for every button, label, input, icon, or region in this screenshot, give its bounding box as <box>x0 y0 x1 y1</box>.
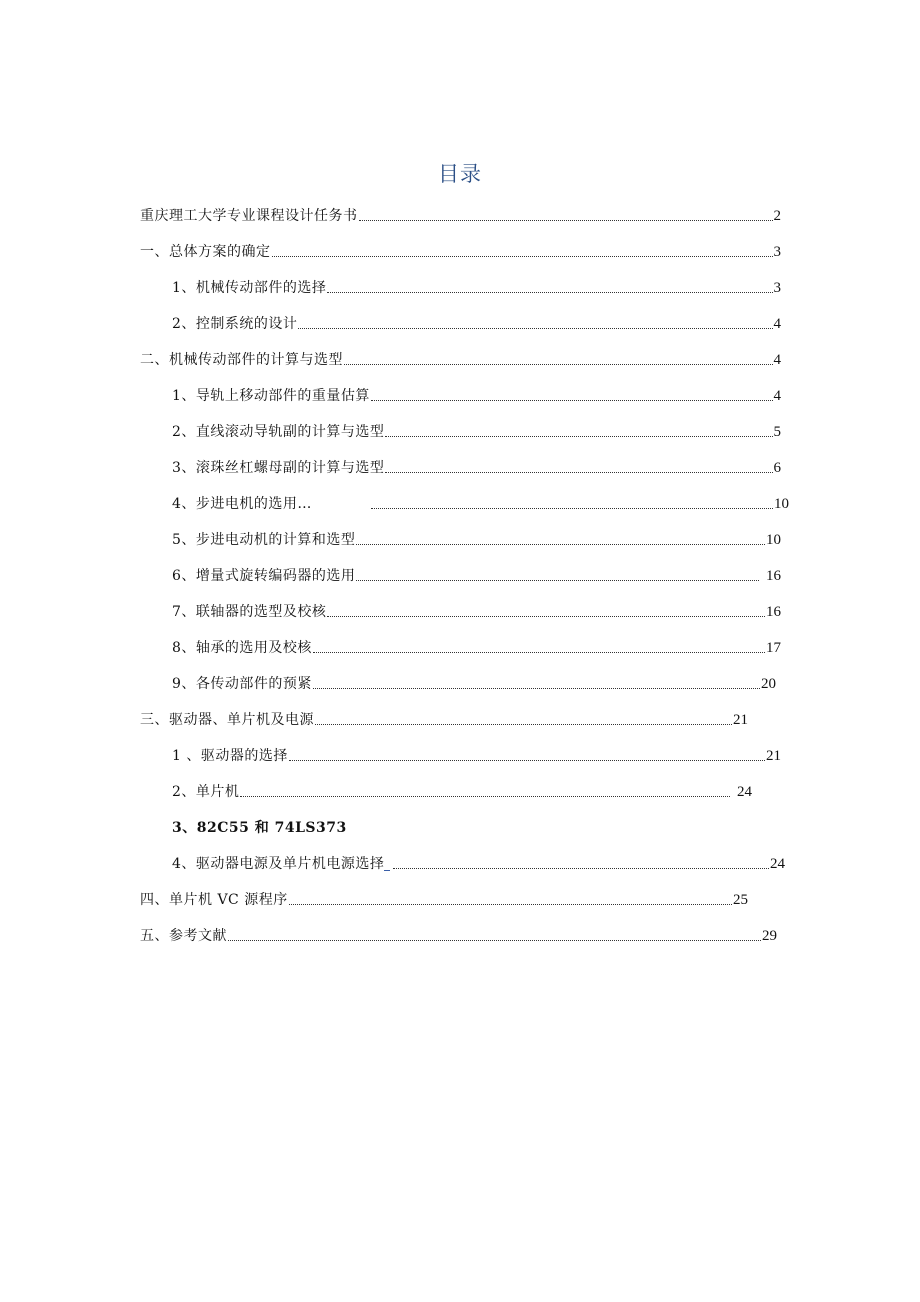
toc-entry-2-6[interactable] <box>172 566 781 586</box>
toc-entry-label: 二、机械传动部件的计算与选型 <box>140 352 343 368</box>
toc-entry-section-2[interactable] <box>140 350 781 370</box>
toc-entry-page: 10 <box>766 532 781 548</box>
toc-entry-label: 1、导轨上移动部件的重量估算 <box>172 388 370 404</box>
hyperlink-underline <box>384 856 390 871</box>
toc-entry-label: 2、控制系统的设计 <box>172 316 298 332</box>
toc-entry-label: 2、单片机 <box>172 784 240 800</box>
toc-entry-page: 3 <box>773 280 781 296</box>
toc-entry-task-book[interactable] <box>140 206 781 226</box>
dot-leader <box>288 746 766 766</box>
toc-entry-2-1[interactable] <box>172 386 781 406</box>
toc-entry-page: 24 <box>770 856 785 872</box>
toc-entry-label: 4、步进电机的选用… <box>172 496 312 512</box>
toc-entry-label: 8、轴承的选用及校核 <box>172 640 312 656</box>
toc-entry-label: 3、82C55 和 74LS373 <box>172 820 347 836</box>
toc-entry-page: 24 <box>737 784 752 800</box>
toc-entry-2-5[interactable] <box>172 530 781 550</box>
dot-leader <box>271 242 774 262</box>
dot-leader <box>297 314 773 334</box>
toc-entry-page: 21 <box>733 712 748 728</box>
toc-entry-label: 五、参考文献 <box>140 928 227 944</box>
toc-entry-2-8[interactable] <box>172 638 781 658</box>
toc-entry-page: 10 <box>774 496 789 512</box>
toc-entry-page: 4 <box>773 316 781 332</box>
toc-entry-2-2[interactable] <box>172 422 781 442</box>
toc-entry-1-1[interactable] <box>172 278 781 298</box>
toc-entry-page: 4 <box>773 352 781 368</box>
dot-leader <box>326 278 773 298</box>
toc-entry-label: 三、驱动器、单片机及电源 <box>140 712 314 728</box>
toc-entry-label: 5、步进电动机的计算和选型 <box>172 532 356 548</box>
dot-leader <box>312 674 761 694</box>
toc-entry-2-7[interactable] <box>172 602 781 622</box>
dot-leader <box>288 890 733 910</box>
toc-entry-page: 16 <box>766 604 781 620</box>
toc-entry-page: 16 <box>766 568 781 584</box>
toc-entry-2-9[interactable] <box>172 674 776 694</box>
toc-entry-2-4[interactable] <box>172 494 789 514</box>
toc-entry-3-4[interactable] <box>172 854 785 874</box>
toc-entry-page: 21 <box>766 748 781 764</box>
dot-leader <box>355 530 766 550</box>
toc-entry-page: 17 <box>766 640 781 656</box>
toc-entry-label: 6、增量式旋转编码器的选用 <box>172 568 356 584</box>
dot-leader <box>314 710 733 730</box>
dot-leader <box>370 386 774 406</box>
toc-entry-3-2[interactable] <box>172 782 752 802</box>
toc-entry-section-4[interactable] <box>140 890 748 910</box>
toc-entry-page: 25 <box>733 892 748 908</box>
toc-entry-section-5[interactable] <box>140 926 777 946</box>
toc-entry-page: 4 <box>773 388 781 404</box>
toc-entry-label: 2、直线滚动导轨副的计算与选型 <box>172 424 385 440</box>
toc-entry-2-3[interactable] <box>172 458 781 478</box>
toc-entry-page: 29 <box>762 928 777 944</box>
dot-leader <box>355 566 760 586</box>
dot-leader <box>227 926 762 946</box>
toc-entry-label: 一、总体方案的确定 <box>140 244 271 260</box>
dot-leader <box>358 206 774 226</box>
dot-leader <box>370 494 774 514</box>
toc-entry-label: 9、各传动部件的预紧 <box>172 676 312 692</box>
dot-leader <box>239 782 731 802</box>
toc-entry-section-3[interactable] <box>140 710 748 730</box>
dot-leader <box>312 638 766 658</box>
toc-entry-label: 重庆理工大学专业课程设计任务书 <box>140 208 358 224</box>
toc-entry-page: 6 <box>773 460 781 476</box>
toc-entry-label: 3、滚珠丝杠螺母副的计算与选型 <box>172 460 385 476</box>
toc-entry-label: 四、单片机 VC 源程序 <box>140 892 288 908</box>
dot-leader <box>392 854 770 874</box>
page-title: 目录 <box>438 162 482 186</box>
toc-entry-3-3[interactable] <box>172 818 472 838</box>
dot-leader <box>343 350 774 370</box>
toc-entry-page: 5 <box>773 424 781 440</box>
toc-entry-label: 1、机械传动部件的选择 <box>172 280 327 296</box>
toc-entry-label: 7、联轴器的选型及校核 <box>172 604 327 620</box>
dot-leader <box>384 422 773 442</box>
toc-entry-1-2[interactable] <box>172 314 781 334</box>
toc-entry-label: 4、驱动器电源及单片机电源选择 <box>172 856 385 872</box>
toc-entry-page: 20 <box>761 676 776 692</box>
dot-leader <box>326 602 766 622</box>
toc-entry-label: 1 、驱动器的选择 <box>172 748 288 764</box>
toc-entry-3-1[interactable] <box>172 746 781 766</box>
toc-entry-page: 3 <box>773 244 781 260</box>
dot-leader <box>384 458 773 478</box>
toc-entry-section-1[interactable] <box>140 242 781 262</box>
toc-entry-page: 2 <box>773 208 781 224</box>
